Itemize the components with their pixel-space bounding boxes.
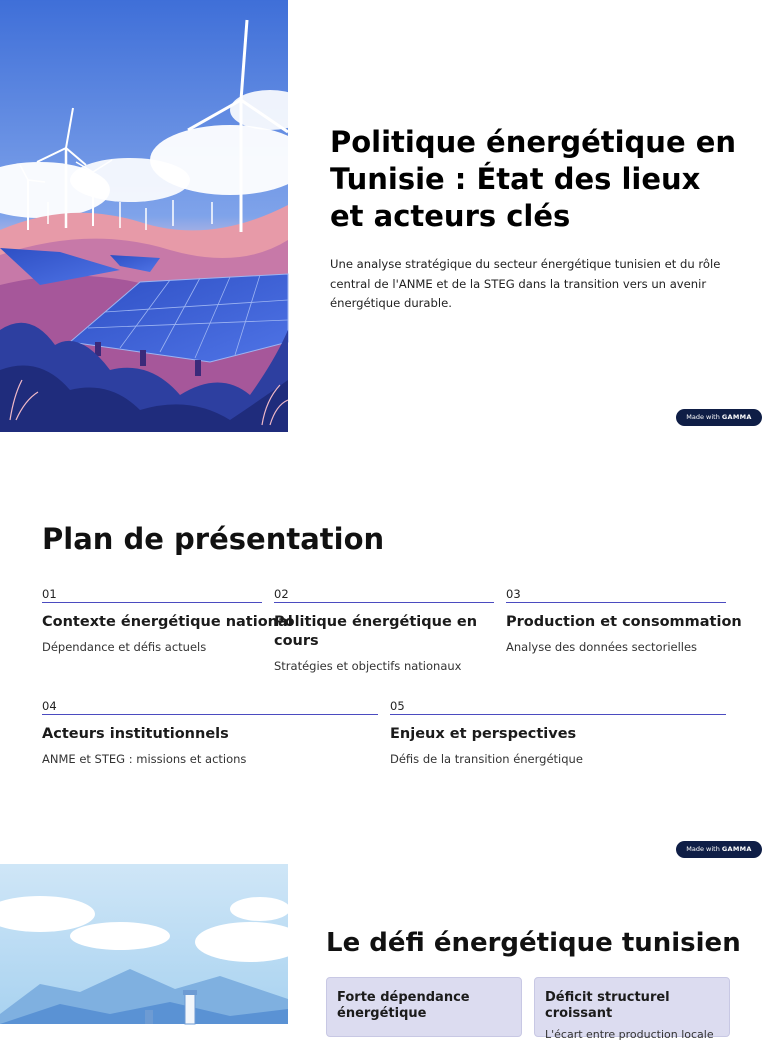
badge-prefix: Made with [686,413,720,421]
cover-subtitle: Une analyse stratégique du secteur énergétique tunisien et du rôle central de l'ANME et de la STEG dans la transition vers un avenir énergétique durable. [330,257,721,310]
agenda-item-divider [42,714,378,715]
challenge-card-title: Déficit structurel croissant [545,990,670,1021]
agenda-item-description: Dépendance et défis actuels [42,640,207,654]
challenge-card-description: L'écart entre production locale [545,1028,714,1041]
challenge-card [534,977,730,1041]
slide-agenda [0,432,768,864]
agenda-item [506,587,742,654]
agenda-item-number: 04 [42,699,57,713]
agenda-item-number: 03 [506,587,521,601]
agenda-title: Plan de présentation [42,522,385,556]
agenda-item [42,699,378,766]
wind-turbines-solar-panels-illustration [0,0,288,432]
challenge-card-title: Forte dépendance énergétique [337,990,470,1021]
agenda-item-number: 02 [274,587,289,601]
slide-challenge [0,864,768,1041]
agenda-item-divider [42,602,262,603]
agenda-item-title: Acteurs institutionnels [42,726,229,742]
challenge-title: Le défi énergétique tunisien [326,928,741,958]
agenda-item-description: Défis de la transition énergétique [390,752,583,766]
agenda-item-number: 05 [390,699,405,713]
agenda-item-divider [274,602,494,603]
agenda-item-divider [390,714,726,715]
agenda-item-description: Stratégies et objectifs nationaux [274,659,462,673]
agenda-item-description: ANME et STEG : missions et actions [42,752,247,766]
cover-title: Politique énergétique en Tunisie : État des lieux et acteurs clés [330,125,737,233]
agenda-item [390,699,726,766]
agenda-item-title: Production et consommation [506,614,742,630]
badge-brand: GAMMA [721,413,752,421]
agenda-item-number: 01 [42,587,57,601]
made-with-gamma-badge[interactable] [676,841,762,858]
badge-prefix: Made with [686,845,720,853]
mountain-landscape-illustration [0,864,288,1024]
agenda-item-title: Enjeux et perspectives [390,726,577,742]
made-with-gamma-badge[interactable] [676,409,762,426]
agenda-item-title: Politique énergétique en cours [274,614,478,649]
agenda-item-title: Contexte énergétique national [42,614,293,630]
agenda-item-description: Analyse des données sectorielles [506,640,698,654]
slide-cover [0,0,768,432]
agenda-item-divider [506,602,726,603]
agenda-item [274,587,494,673]
badge-brand: GAMMA [721,845,752,853]
challenge-card [326,977,522,1037]
